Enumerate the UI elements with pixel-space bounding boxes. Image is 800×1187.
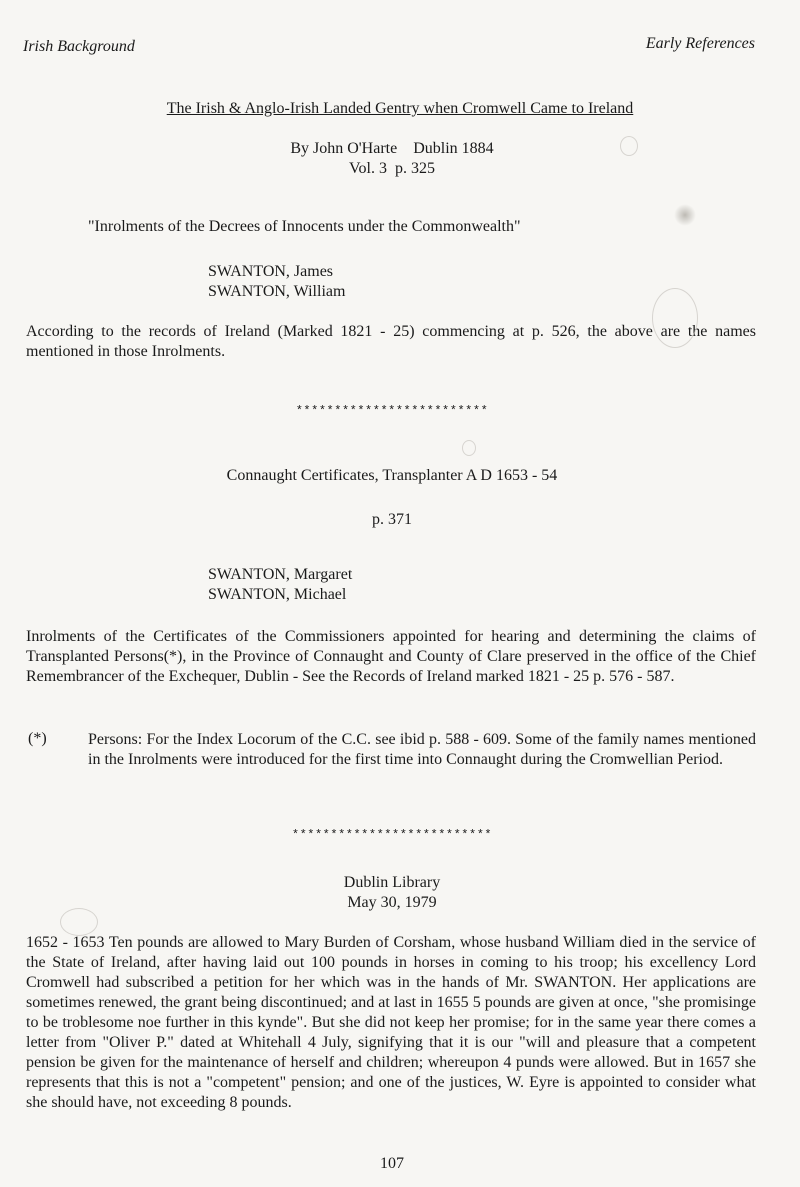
scan-smudge	[652, 288, 698, 348]
name-entry: SWANTON, Margaret	[208, 566, 353, 583]
footnote-mark: (*)	[28, 730, 47, 747]
header-right: Early References	[645, 35, 755, 52]
section1-heading: "Inrolments of the Decrees of Innocents under the Commonwealth"	[88, 218, 521, 235]
section3-paragraph: 1652 - 1653 Ten pounds are allowed to Mary Burden of Corsham, whose husband William died in the service of the State of Ireland, after having laid out 100 pounds in horses in coming to his troop; his excellency Lord Cromwell had subscribed a petition for her which was in the hands of Mr. SWANTON. Her applications are sometimes renewed, the grant being discontinued; and at last in 1655 5 pounds are given at once, "she promisinge to be troblesome noe further in this kynde". But she did not keep her promise; for in the same year there comes a letter from "Oliver P." dated at Whitehall 4 July, signifying that it is our "will and pleasure that a competent pension be given for the maintenance of herself and children; whereupon 4 punds were allowed. But in 1657 she represents that this is not a "competent" pension; and one of the justices, W. Eyre is appointed to consider what she should have, not exceeding 8 pounds.	[26, 934, 756, 1111]
section2-page-reference: p. 371	[372, 511, 412, 528]
document-title-text: The Irish & Anglo-Irish Landed Gentry when Cromwell Came to Ireland	[166, 100, 634, 117]
header-left: Irish Background	[23, 38, 135, 55]
scan-smudge	[462, 440, 476, 456]
section1-names	[208, 262, 345, 302]
scan-smudge	[674, 204, 696, 226]
separator: *************************	[295, 404, 489, 418]
footnote-text: Persons: For the Index Locorum of the C.C. see ibid p. 588 - 609. Some of the family names mentioned in the Inrolments were introduced for the first time into Connaught during the Cromwellian Period.	[88, 731, 756, 768]
name-entry: SWANTON, William	[208, 283, 346, 300]
name-entry: SWANTON, James	[208, 263, 334, 280]
page-number: 107	[380, 1155, 404, 1172]
section2-paragraph: Inrolments of the Certificates of the Commissioners appointed for hearing and determining the claims of Transplanted Persons(*), in the Province of Connaught and County of Clare preserved in the office of the Chief Remembrancer of the Exchequer, Dublin - See the Records of Ireland marked 1821 - 25 p. 576 - 587.	[26, 628, 756, 685]
name-entry: SWANTON, Michael	[208, 586, 347, 603]
section2-heading: Connaught Certificates, Transplanter A D 1653 - 54	[226, 467, 558, 484]
section1-paragraph: According to the records of Ireland (Marked 1821 - 25) commencing at p. 526, the above are the names mentioned in those Inrolments.	[26, 323, 756, 360]
separator: **************************	[291, 828, 493, 842]
scan-smudge	[60, 908, 98, 936]
volume-reference: Vol. 3 p. 325	[349, 160, 435, 177]
document-title	[0, 100, 800, 118]
scan-smudge	[620, 136, 638, 156]
section3-date: May 30, 1979	[347, 894, 437, 911]
byline: By John O'Harte Dublin 1884	[290, 140, 494, 157]
section3-heading: Dublin Library	[343, 874, 441, 891]
section2-names	[208, 565, 352, 605]
